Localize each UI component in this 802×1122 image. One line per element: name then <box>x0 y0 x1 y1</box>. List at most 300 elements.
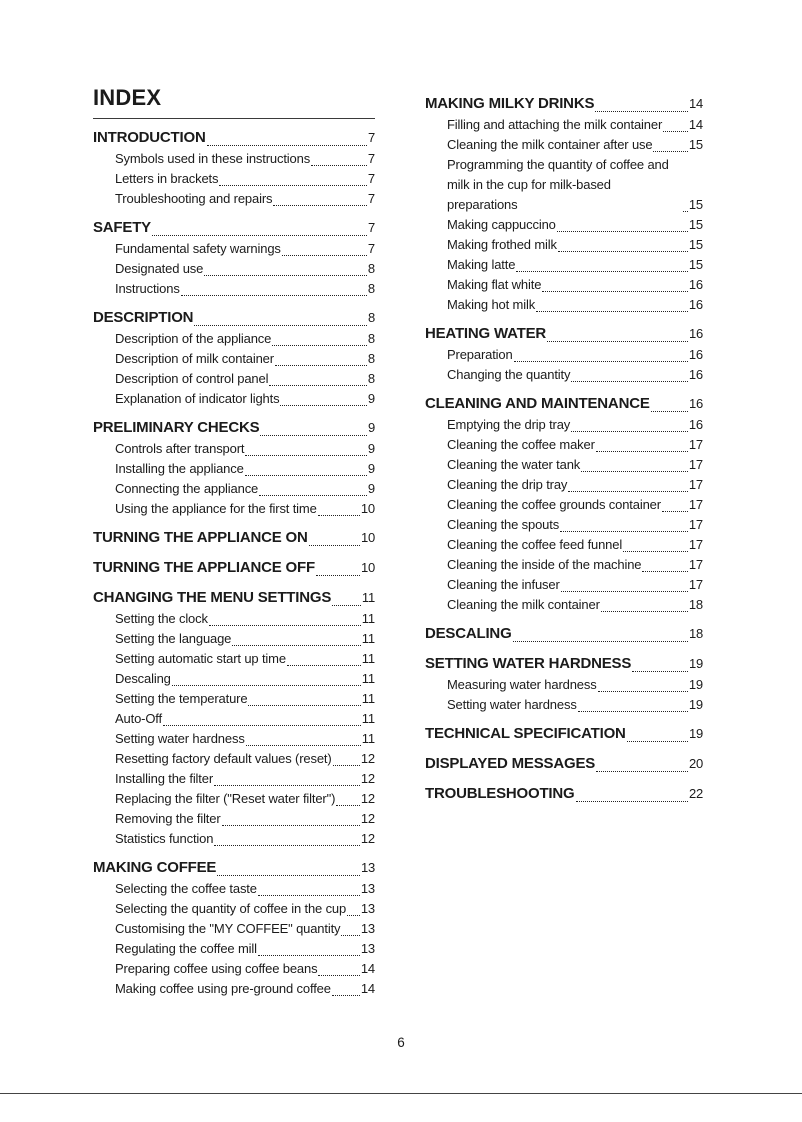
dot-leader <box>332 995 360 996</box>
dot-leader <box>596 771 688 772</box>
toc-section <box>425 653 703 715</box>
toc-section-heading <box>93 857 375 879</box>
toc-entry <box>425 365 703 385</box>
dot-leader <box>663 131 688 132</box>
toc-entry-label: Description of milk container <box>115 351 274 366</box>
toc-entry <box>93 259 375 279</box>
toc-entry <box>93 459 375 479</box>
toc-heading-label: CHANGING THE MENU SETTINGS <box>93 589 332 606</box>
toc-heading-page: 13 <box>360 860 375 875</box>
dot-leader <box>568 491 688 492</box>
dot-leader <box>309 545 360 546</box>
toc-entry-page: 18 <box>688 597 703 612</box>
toc-entry-label: Making coffee using pre-ground coffee <box>115 981 331 996</box>
toc-entry <box>425 595 703 615</box>
page-title: INDEX <box>93 85 162 110</box>
toc-section <box>425 723 703 745</box>
toc-entry <box>93 149 375 169</box>
toc-heading-page: 9 <box>367 420 375 435</box>
toc-entry <box>93 829 375 849</box>
dot-leader <box>601 611 688 612</box>
toc-heading-page: 16 <box>688 396 703 411</box>
toc-section-heading <box>425 753 703 775</box>
toc-entry-label: Cleaning the inside of the machine <box>447 557 642 572</box>
toc-entry-page: 9 <box>367 481 375 496</box>
toc-entry-page: 11 <box>361 651 375 666</box>
toc-section-heading <box>93 127 375 149</box>
toc-section <box>425 753 703 775</box>
toc-heading-page: 19 <box>688 726 703 741</box>
toc-entry-label: Letters in brackets <box>115 171 219 186</box>
toc-section-heading <box>93 527 375 549</box>
toc-entry-page: 8 <box>367 331 375 346</box>
toc-entry-label: Cleaning the spouts <box>447 517 560 532</box>
dot-leader <box>222 825 360 826</box>
dot-leader <box>632 671 688 672</box>
toc-section-heading <box>93 557 375 579</box>
toc-entry-label: Installing the appliance <box>115 461 244 476</box>
toc-entry-label: Cleaning the infuser <box>447 577 560 592</box>
toc-entry-page: 7 <box>367 191 375 206</box>
toc-entry-page: 11 <box>361 671 375 686</box>
dot-leader <box>558 251 688 252</box>
toc-entry-page: 12 <box>360 811 375 826</box>
toc-entry-page: 17 <box>688 517 703 532</box>
dot-leader <box>653 151 687 152</box>
toc-entry-page: 17 <box>688 537 703 552</box>
toc-entry-label: Selecting the coffee taste <box>115 881 257 896</box>
toc-entry-page: 7 <box>367 151 375 166</box>
toc-section <box>425 393 703 615</box>
toc-section <box>93 307 375 409</box>
toc-entry <box>93 729 375 749</box>
dot-leader <box>269 385 367 386</box>
dot-leader <box>204 275 367 276</box>
toc-entry-page: 8 <box>367 371 375 386</box>
toc-entry-page: 13 <box>360 881 375 896</box>
dot-leader <box>209 625 361 626</box>
toc-entry-label: Preparing coffee using coffee beans <box>115 961 318 976</box>
toc-entry-label: Cleaning the coffee feed funnel <box>447 537 623 552</box>
dot-leader <box>595 111 688 112</box>
dot-leader <box>596 451 688 452</box>
dot-leader <box>246 745 361 746</box>
toc-entry-label: Descaling <box>115 671 171 686</box>
dot-leader <box>194 325 367 326</box>
toc-entry-label: Resetting factory default values (reset) <box>115 751 332 766</box>
toc-section-heading <box>425 393 703 415</box>
toc-entry-label: Setting the language <box>115 631 232 646</box>
index-title-block <box>93 85 375 119</box>
toc-entry <box>93 899 375 919</box>
toc-entry <box>425 475 703 495</box>
toc-heading-label: PRELIMINARY CHECKS <box>93 419 260 436</box>
toc-section-heading <box>93 417 375 439</box>
toc-entry-page: 8 <box>367 351 375 366</box>
dot-leader <box>627 741 688 742</box>
toc-entry <box>93 239 375 259</box>
dot-leader <box>245 475 367 476</box>
toc-entry-label: Making hot milk <box>447 297 536 312</box>
toc-entry <box>93 649 375 669</box>
toc-entry-label: Statistics function <box>115 831 214 846</box>
dot-leader <box>172 685 361 686</box>
toc-entry <box>425 435 703 455</box>
toc-entry <box>425 235 703 255</box>
toc-entry-label: Cleaning the drip tray <box>447 477 568 492</box>
toc-entry-page: 12 <box>360 771 375 786</box>
toc-entry <box>425 135 703 155</box>
toc-entry <box>93 939 375 959</box>
dot-leader <box>332 605 361 606</box>
toc-entry-page: 13 <box>360 901 375 916</box>
dot-leader <box>214 845 360 846</box>
toc-entry-label: Setting water hardness <box>447 697 577 712</box>
toc-entry-label: Setting water hardness <box>115 731 245 746</box>
toc-entry <box>93 439 375 459</box>
toc-entry-page: 17 <box>688 437 703 452</box>
toc-entry <box>425 495 703 515</box>
toc-entry-label: Cleaning the milk container after use <box>447 137 653 152</box>
toc-entry-page: 16 <box>688 277 703 292</box>
toc-entry-page: 14 <box>360 981 375 996</box>
toc-section <box>93 127 375 209</box>
toc-section-heading <box>425 653 703 675</box>
toc-heading-label: TURNING THE APPLIANCE OFF <box>93 559 315 576</box>
toc-entry <box>425 415 703 435</box>
dot-leader <box>598 691 688 692</box>
toc-entry-page: 10 <box>360 501 375 516</box>
toc-heading-label: TURNING THE APPLIANCE ON <box>93 529 308 546</box>
dot-leader <box>513 641 688 642</box>
toc-entry-label: Cleaning the milk container <box>447 597 600 612</box>
dot-leader <box>152 235 367 236</box>
toc-heading-label: HEATING WATER <box>425 325 547 342</box>
toc-entry-label: Setting the temperature <box>115 691 248 706</box>
toc-entry <box>93 349 375 369</box>
dot-leader <box>536 311 688 312</box>
toc-entry-page: 16 <box>688 297 703 312</box>
dot-leader <box>272 345 367 346</box>
footer-rule <box>0 1093 802 1094</box>
toc-heading-page: 20 <box>688 756 703 771</box>
toc-entry-page: 11 <box>361 631 375 646</box>
toc-heading-label: MAKING COFFEE <box>93 859 217 876</box>
dot-leader <box>571 381 687 382</box>
toc-entry-label: Fundamental safety warnings <box>115 241 281 256</box>
toc-entry-page: 7 <box>367 241 375 256</box>
dot-leader <box>232 645 361 646</box>
toc-entry-page: 16 <box>688 367 703 382</box>
toc-entry <box>93 369 375 389</box>
toc-entry-label: Troubleshooting and repairs <box>115 191 273 206</box>
toc-section <box>93 857 375 999</box>
dot-leader <box>557 231 688 232</box>
toc-entry-label: Setting the clock <box>115 611 208 626</box>
toc-column-left <box>93 85 375 999</box>
dot-leader <box>347 915 360 916</box>
toc-section <box>425 93 703 315</box>
dot-leader <box>318 975 359 976</box>
toc-entry-page: 17 <box>688 457 703 472</box>
toc-section-heading <box>425 723 703 745</box>
toc-entry-page: 15 <box>688 217 703 232</box>
toc-heading-label: DESCRIPTION <box>93 309 194 326</box>
toc-section <box>425 783 703 805</box>
dot-leader <box>571 431 688 432</box>
toc-column <box>425 93 703 805</box>
toc-entry <box>93 769 375 789</box>
toc-heading-page: 16 <box>688 326 703 341</box>
dot-leader <box>260 435 367 436</box>
toc-entry-label: Replacing the filter ("Reset water filter") <box>115 791 336 806</box>
toc-entry <box>93 189 375 209</box>
toc-section <box>93 417 375 519</box>
toc-column <box>93 127 375 999</box>
toc-heading-page: 10 <box>360 560 375 575</box>
toc-heading-page: 19 <box>688 656 703 671</box>
toc-entry <box>93 919 375 939</box>
toc-entry-label: Programming the quantity of coffee and milk in the cup for milk-based preparations <box>447 157 669 212</box>
toc-entry-label: Explanation of indicator lights <box>115 391 280 406</box>
toc-section-heading <box>425 623 703 645</box>
dot-leader <box>280 405 366 406</box>
dot-leader <box>181 295 367 296</box>
toc-entry-label: Cleaning the coffee grounds container <box>447 497 661 512</box>
toc-entry-page: 17 <box>688 557 703 572</box>
dot-leader <box>623 551 688 552</box>
toc-entry-label: Instructions <box>115 281 180 296</box>
toc-heading-label: TROUBLESHOOTING <box>425 785 575 802</box>
toc-entry-page: 17 <box>688 477 703 492</box>
toc-entry-page: 19 <box>688 697 703 712</box>
dot-leader <box>578 711 688 712</box>
dot-leader <box>542 291 688 292</box>
dot-leader <box>273 205 367 206</box>
dot-leader <box>282 255 367 256</box>
toc-section-heading <box>425 93 703 115</box>
dot-leader <box>336 805 360 806</box>
toc-entry-page: 8 <box>367 261 375 276</box>
toc-section-heading <box>93 587 375 609</box>
toc-entry <box>425 215 703 235</box>
toc-entry-page: 14 <box>360 961 375 976</box>
toc-entry <box>93 669 375 689</box>
toc-section <box>425 623 703 645</box>
toc-entry <box>93 169 375 189</box>
toc-entry-page: 15 <box>688 237 703 252</box>
toc-entry-label: Regulating the coffee mill <box>115 941 257 956</box>
toc-entry <box>93 609 375 629</box>
toc-entry <box>93 809 375 829</box>
toc-entry-label: Preparation <box>447 347 513 362</box>
toc-entry <box>425 345 703 365</box>
toc-entry <box>93 979 375 999</box>
toc-entry <box>425 275 703 295</box>
toc-entry-label: Making flat white <box>447 277 542 292</box>
dot-leader <box>311 165 367 166</box>
toc-section <box>93 587 375 849</box>
toc-entry <box>425 515 703 535</box>
toc-heading-page: 22 <box>688 786 703 801</box>
toc-entry <box>93 479 375 499</box>
toc-entry <box>93 789 375 809</box>
toc-entry <box>425 455 703 475</box>
toc-entry-page: 11 <box>361 731 375 746</box>
toc-entry <box>93 959 375 979</box>
toc-entry-page: 12 <box>360 751 375 766</box>
dot-leader <box>217 875 360 876</box>
toc-entry-page: 16 <box>688 417 703 432</box>
dot-leader <box>642 571 687 572</box>
dot-leader <box>560 531 688 532</box>
toc-entry <box>93 689 375 709</box>
toc-entry-page: 7 <box>367 171 375 186</box>
footer-page-number: 6 <box>397 1035 405 1050</box>
toc-entry-label: Cleaning the coffee maker <box>447 437 595 452</box>
dot-leader <box>287 665 361 666</box>
toc-section-heading <box>93 307 375 329</box>
toc-section <box>425 323 703 385</box>
toc-entry <box>93 279 375 299</box>
toc-heading-label: SETTING WATER HARDNESS <box>425 655 632 672</box>
toc-heading-page: 7 <box>367 220 375 235</box>
dot-leader <box>547 341 688 342</box>
toc-heading-label: DESCALING <box>425 625 512 642</box>
dot-leader <box>662 511 688 512</box>
toc-entry <box>425 555 703 575</box>
toc-entry-label: Selecting the quantity of coffee in the cup <box>115 901 347 916</box>
toc-entry-page: 19 <box>688 677 703 692</box>
toc-section-heading <box>93 217 375 239</box>
toc-entry-page: 9 <box>367 441 375 456</box>
toc-heading-page: 10 <box>360 530 375 545</box>
dot-leader <box>275 365 367 366</box>
dot-leader <box>207 145 367 146</box>
toc-entry <box>93 329 375 349</box>
toc-entry-page: 9 <box>367 461 375 476</box>
toc-entry-page: 13 <box>360 921 375 936</box>
toc-heading-label: DISPLAYED MESSAGES <box>425 755 596 772</box>
toc-section-heading <box>425 783 703 805</box>
toc-heading-label: TECHNICAL SPECIFICATION <box>425 725 626 742</box>
toc-entry-page: 15 <box>688 137 703 152</box>
toc-entry-page: 13 <box>360 941 375 956</box>
toc-entry <box>93 709 375 729</box>
toc-entry-label: Emptying the drip tray <box>447 417 571 432</box>
dot-leader <box>514 361 688 362</box>
dot-leader <box>259 495 367 496</box>
dot-leader <box>219 185 367 186</box>
toc-entry-page: 9 <box>367 391 375 406</box>
toc-entry-page: 15 <box>688 197 703 212</box>
toc-entry-label: Making frothed milk <box>447 237 557 252</box>
dot-leader <box>576 801 688 802</box>
toc-column-right <box>425 85 703 805</box>
toc-entry-label: Installing the filter <box>115 771 214 786</box>
toc-entry <box>425 535 703 555</box>
dot-leader <box>258 895 360 896</box>
toc-entry-label: Customising the "MY COFFEE" quantity <box>115 921 341 936</box>
toc-entry <box>93 879 375 899</box>
toc-entry-page: 16 <box>688 347 703 362</box>
toc-heading-page: 18 <box>688 626 703 641</box>
dot-leader <box>245 455 367 456</box>
toc-entry-label: Description of control panel <box>115 371 269 386</box>
toc-entry <box>93 389 375 409</box>
toc-entry-label: Making latte <box>447 257 516 272</box>
toc-heading-page: 11 <box>361 590 375 605</box>
toc-entry-page: 12 <box>360 831 375 846</box>
toc-entry <box>425 155 703 215</box>
dot-leader <box>341 935 359 936</box>
toc-section-heading <box>425 323 703 345</box>
toc-entry <box>425 695 703 715</box>
dot-leader <box>163 725 361 726</box>
dot-leader <box>214 785 360 786</box>
toc-entry-label: Measuring water hardness <box>447 677 597 692</box>
toc-entry-label: Setting automatic start up time <box>115 651 286 666</box>
toc-entry-page: 17 <box>688 577 703 592</box>
dot-leader <box>318 515 360 516</box>
toc-entry <box>425 575 703 595</box>
toc-entry-label: Removing the filter <box>115 811 221 826</box>
toc-heading-label: INTRODUCTION <box>93 129 206 146</box>
toc-entry-page: 11 <box>361 611 375 626</box>
toc-heading-page: 7 <box>367 130 375 145</box>
toc-entry-page: 14 <box>688 117 703 132</box>
toc-entry <box>425 115 703 135</box>
toc-entry-label: Using the appliance for the first time <box>115 501 317 516</box>
dot-leader <box>561 591 688 592</box>
dot-leader <box>683 211 688 212</box>
dot-leader <box>258 955 360 956</box>
toc-heading-label: SAFETY <box>93 219 151 236</box>
toc-entry <box>93 499 375 519</box>
toc-entry-label: Changing the quantity <box>447 367 571 382</box>
toc-entry <box>425 675 703 695</box>
toc-entry-page: 11 <box>361 691 375 706</box>
toc-entry-page: 8 <box>367 281 375 296</box>
toc-section <box>93 557 375 579</box>
toc-section <box>93 527 375 549</box>
toc-entry-label: Designated use <box>115 261 204 276</box>
dot-leader <box>581 471 688 472</box>
toc-entry-page: 11 <box>361 711 375 726</box>
dot-leader <box>248 705 360 706</box>
toc-entry-label: Cleaning the water tank <box>447 457 581 472</box>
toc-entry <box>93 629 375 649</box>
dot-leader <box>316 575 360 576</box>
toc-entry-label: Symbols used in these instructions <box>115 151 311 166</box>
toc-entry-label: Making cappuccino <box>447 217 556 232</box>
toc-entry <box>425 295 703 315</box>
toc-heading-label: MAKING MILKY DRINKS <box>425 95 595 112</box>
toc-heading-label: CLEANING AND MAINTENANCE <box>425 395 650 412</box>
toc-entry-label: Filling and attaching the milk container <box>447 117 663 132</box>
toc-heading-page: 8 <box>367 310 375 325</box>
dot-leader <box>333 765 360 766</box>
toc-entry-page: 12 <box>360 791 375 806</box>
toc-entry-page: 15 <box>688 257 703 272</box>
dot-leader <box>516 271 688 272</box>
toc-heading-page: 14 <box>688 96 703 111</box>
toc-entry <box>425 255 703 275</box>
toc-entry-label: Controls after transport <box>115 441 245 456</box>
toc-entry-label: Connecting the appliance <box>115 481 259 496</box>
toc-entry-label: Description of the appliance <box>115 331 272 346</box>
toc-section <box>93 217 375 299</box>
